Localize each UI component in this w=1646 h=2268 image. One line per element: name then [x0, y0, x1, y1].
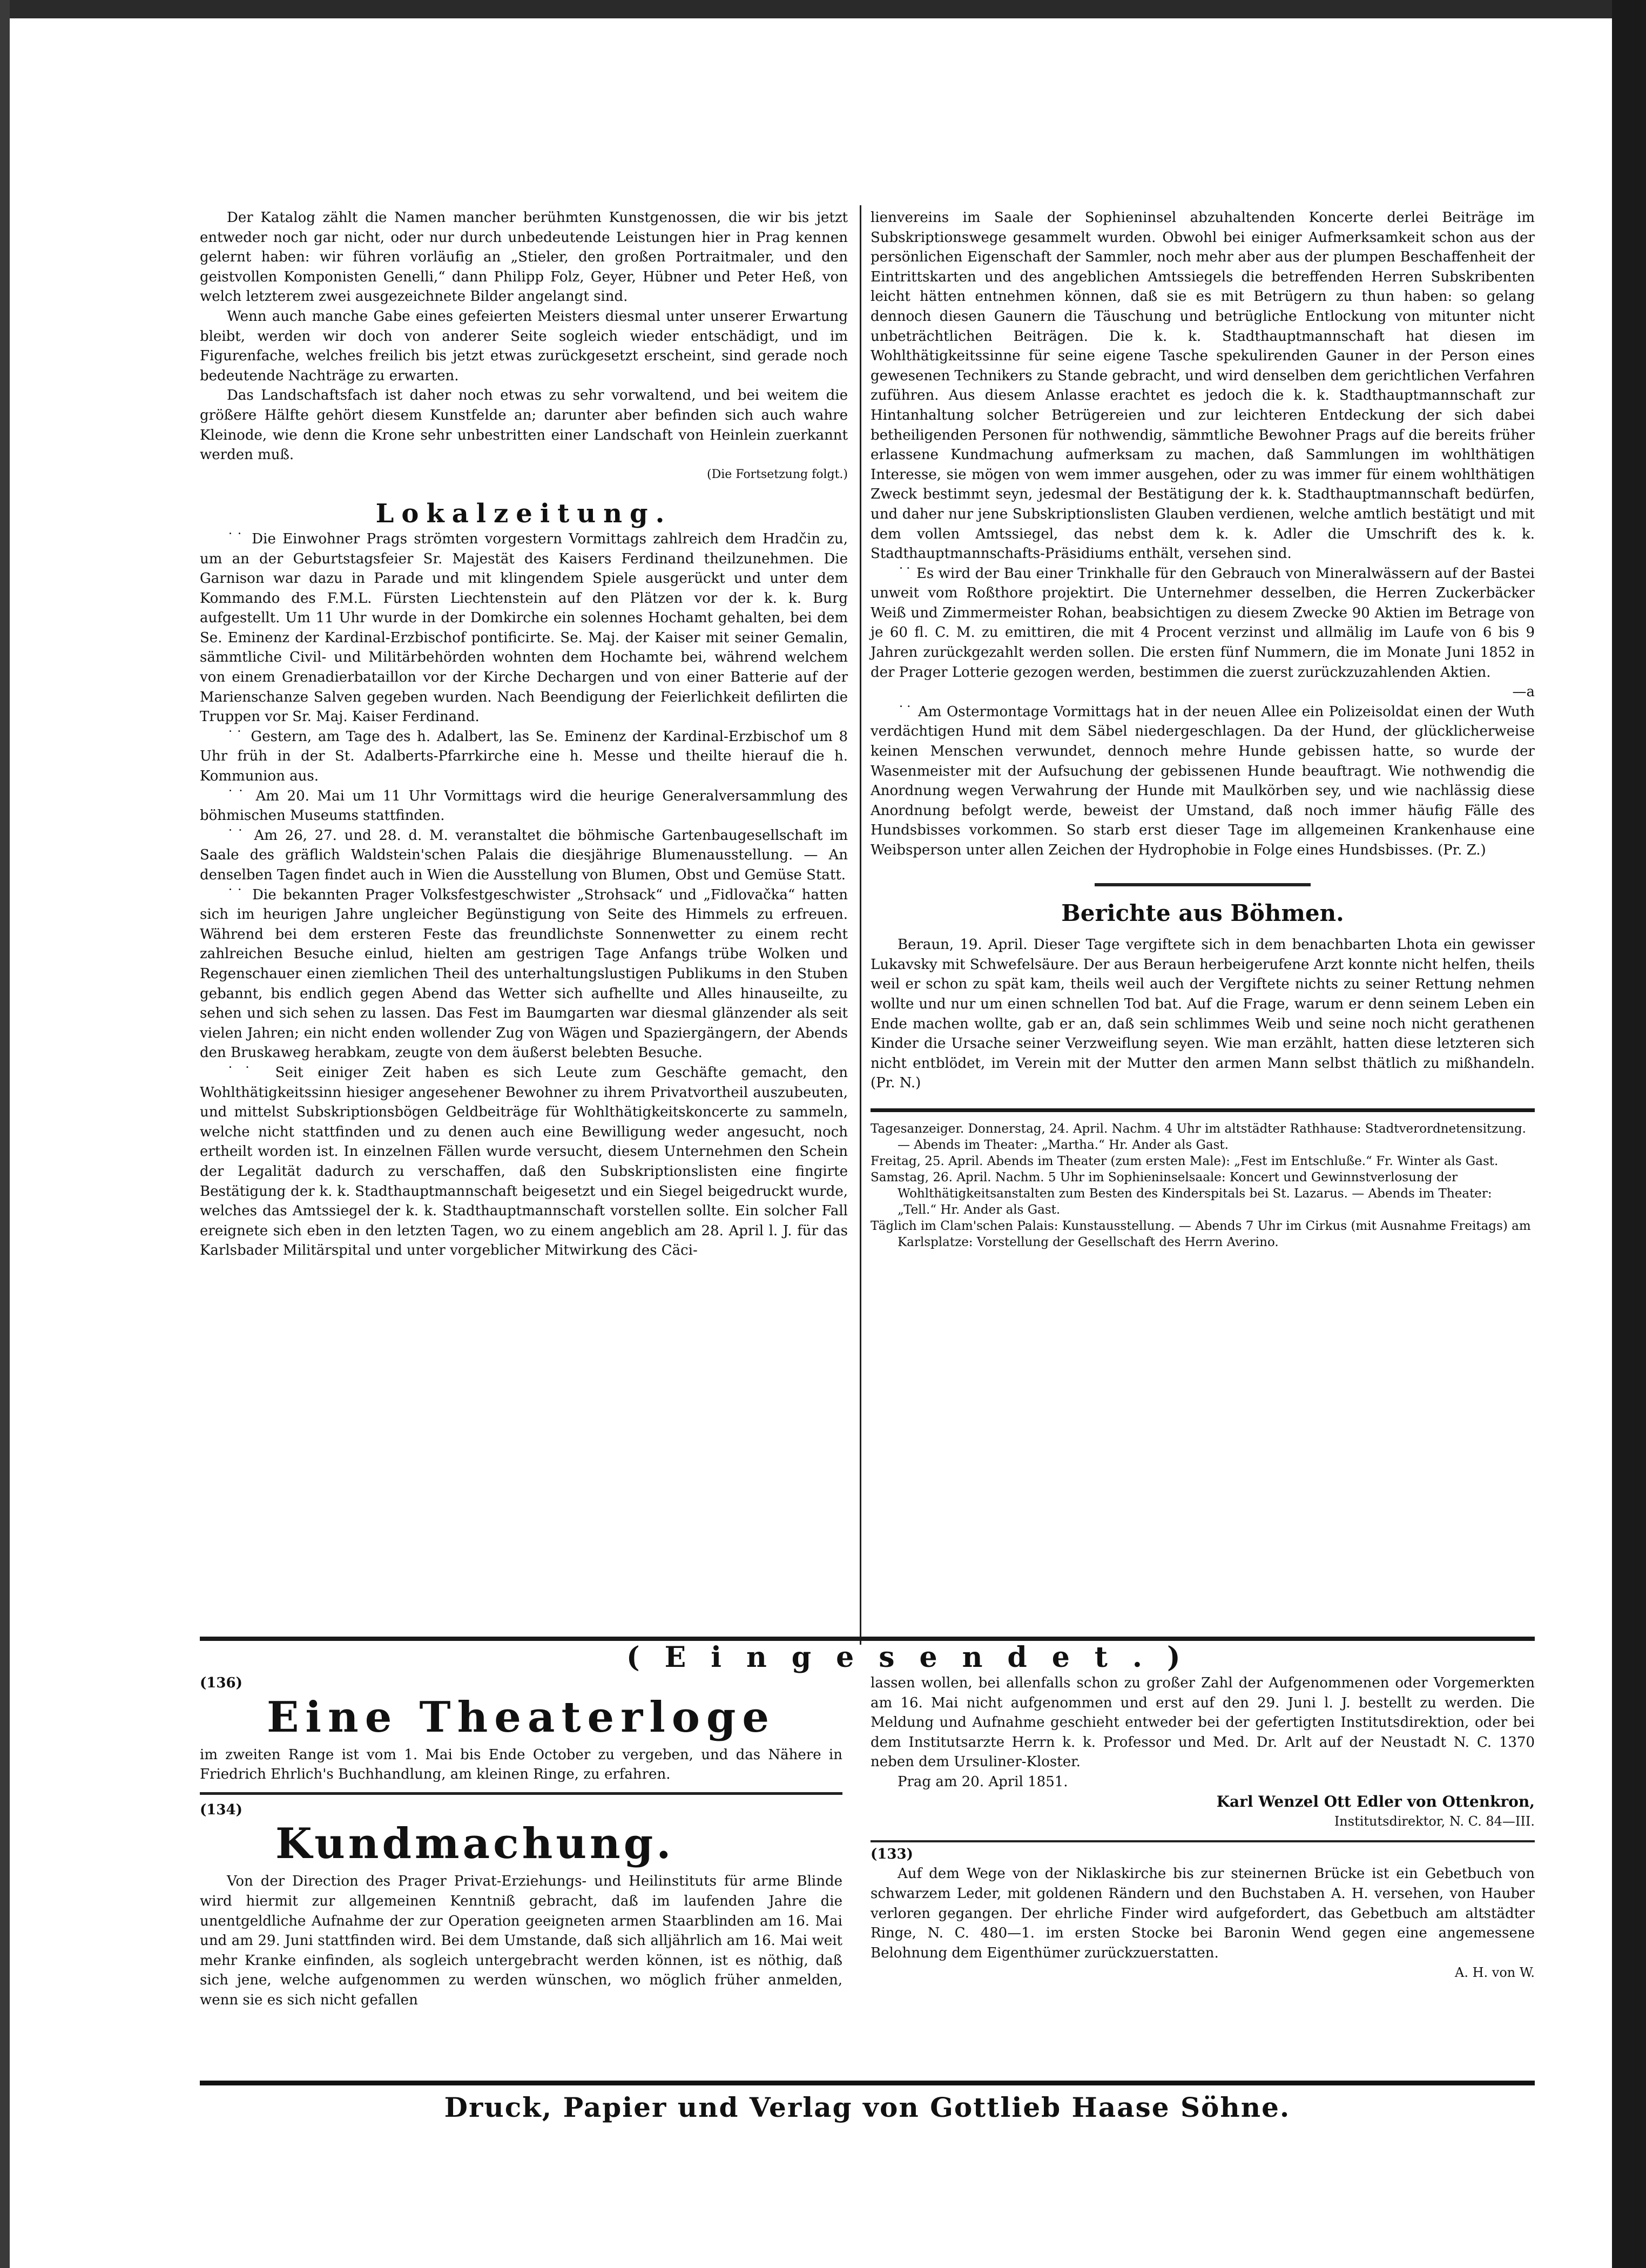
scan-border-right: [1612, 0, 1646, 2268]
right-column: [871, 208, 1535, 1250]
tagesanzeiger-entry: Samstag, 26. April. Nachm. 5 Uhr im Sophieninselsaale: Koncert und Gewinnstverlosung der Wohlthätigkeitsanstalten zum Besten des Kinderspitals bei St. Lazarus. — Abends im Theater: „Tell.“ Hr. Ander als Gast.: [871, 1170, 1492, 1217]
ad-136: [200, 1673, 842, 1785]
continuation-note: (Die Fortsetzung folgt.): [706, 467, 848, 481]
ad-text: Auf dem Wege von der Niklaskirche bis zur steinernen Brücke ist ein Gebetbuch von schwarzem Leder, mit goldenen Rändern und den Buchstaben A. H. versehen, von Hauber verloren gegangen. Der ehrliche Finder wird aufgefordert, das Gebetbuch am altstädter Ringe, N. C. 480—1. im ersten Stocke bei Baronin Wend gegen eine angemessene Belohnung dem Eigenthümer zurückzuerstatten.: [871, 1866, 1535, 1961]
imprint: Druck, Papier und Verlag von Gottlieb Haase Söhne.: [444, 2091, 1291, 2123]
ad-signature: A. H. von W.: [1455, 1965, 1535, 1981]
column-divider: [860, 205, 861, 1645]
ad-place-date: Prag am 20. April 1851.: [898, 1773, 1068, 1790]
continued-paragraph: lienvereins im Saale der Sophieninsel abzuhaltenden Koncerte derlei Beiträge im Subskriptionswege gesammelt wurden. Obwohl bei einiger Aufmerksamkeit schon aus der persönlichen Eigenschaft der Sammler, noch mehr aber aus der plumpen Beschaffenheit der Eintrittskarten und des angeblichen Amtssiegels die betreffenden Herren Subskribenten leicht hätten entnehmen können, daß sie es mit Betrügern zu thun haben: so gelang dennoch diesen Gaunern die Täuschung und betrügliche Entlockung von mitunter nicht unbeträchtlichen Beiträgen. Die k. k. Stadthauptmannschaft hat diesen im Wohlthätigkeitssinne für seine eigene Tasche spekulirenden Gauner in der Person eines gewesenen Technikers zu Stande gebracht, und wird denselben dem gerichtlichen Verfahren zuführen. Aus diesem Anlasse erachtet es jedoch die k. k. Stadthauptmannschaft zur Hintanhaltung solcher Betrügereien und zur leichteren Entdeckung der sich dabei betheiligenden Personen für nothwendig, sämmtliche Bewohner Prags auf die bereits früher erlassene Kundmachung aufmerksam zu machen, daß Sammlungen im wohlthätigen Interesse, sie mögen von wem immer ausgehen, oder zu was immer für einem wohlthätigen Zweck bestimmt seyn, jedesmal der Bestätigung der k. k. Stadthauptmannschaft bedürfen, und daher nur jene Subskriptionslisten Glauben verdienen, welche amtlich bestätigt und mit dem vollen Amtssiegel, das nebst dem k. k. Adler die Umschrift des k. k. Stadthauptmannschafts-Präsidiums enthält, versehen sind.: [871, 210, 1535, 562]
eingesendet-rule: [200, 1637, 1535, 1641]
tagesanzeiger-entry: Tagesanzeiger. Donnerstag, 24. April. Nachm. 4 Uhr im altstädter Rathhause: Stadtverordnetensitzung. — Abends im Theater: „Martha.“ Hr. Ander als Gast.: [871, 1121, 1526, 1152]
ad-text: Von der Direction des Prager Privat-Erziehungs- und Heilinstituts für arme Blinde wird hiermit zur allgemeinen Kenntniß gebracht, daß im laufenden Jahre die unentgeldliche Aufnahme der zur Operation geeigneten armen Staarblinden am 16. Mai und am 29. Juni stattfinden wird. Bei dem Umstande, daß sich alljährlich am 16. Mai weit mehr Kranke einfinden, als sogleich untergebracht werden können, ist es nöthig, daß sich jene, welche aufgenommen zu werden wünschen, wo möglich früher anmelden, wenn sie es sich nicht gefallen: [200, 1873, 842, 2008]
ad-signature: Karl Wenzel Ott Edler von Ottenkron,: [1216, 1792, 1535, 1811]
ad-separator: [200, 1792, 842, 1795]
local-news-item: ˙˙ Die Einwohner Prags strömten vorgestern Vormittags zahlreich dem Hradčin zu, um an der Geburtstagsfeier Sr. Majestät des Kaisers Ferdinand theilzunehmen. Die Garnison war dazu in Parade und mit klingendem Spiele ausgerückt und unter dem Kommando des F.M.L. Fürsten Liechtenstein auf den Plätzen vor der k. k. Burg aufgestellt. Um 11 Uhr wurde in der Domkirche ein solennes Hochamt gehalten, bei dem Se. Eminenz der Kardinal-Erzbischof pontificirte. Se. Maj. der Kaiser mit seiner Gemalin, sämmtliche Civil- und Militärbehörden wohnten dem Hochamte bei, während welchem von einem Grenadierbataillon vor der Kirche Dechargen und von einer Batterie auf der Marienschanze Salven gegeben wurden. Nach Beendigung der Feierlichkeit defilirten die Truppen vor Sr. Maj. Kaiser Ferdinand.: [200, 530, 848, 725]
beraun-report: Beraun, 19. April. Dieser Tage vergiftete sich in dem benachbarten Lhota ein gewisser Lukavsky mit Schwefelsäure. Der aus Beraun herbeigerufene Arzt konnte nicht helfen, theils weil er schon zu spät kam, theils weil auch der Vergiftete nichts zu seiner Rettung nehmen wollte und nur um einen schnellen Tod bat. Auf die Frage, warum er denn seinem Leben ein Ende machen wollte, gab er an, daß sein schlimmes Weib und seine noch nicht gerathenen Kinder die Ursache seiner Verzweiflung seyen. Wie man erzählt, hatten diese letzteren sich nicht entblödet, im Verein mit der Mutter den armen Mann selbst thätlich zu mißhandeln. (Pr. N.): [871, 937, 1535, 1092]
catalog-paragraph: Wenn auch manche Gabe eines gefeierten Meisters diesmal unter unserer Erwartung bleibt, werden wir doch von anderer Seite sogleich wieder entschädigt, und im Figurenfache, welches freilich bis jetzt etwas zurückgesetzt erscheint, sind gerade noch bedeutende Nachträge zu erwarten.: [200, 308, 848, 384]
tagesanzeiger-entry: Freitag, 25. April. Abends im Theater (zum ersten Male): „Fest im Entschluße.“ Fr. Winter als Gast.: [871, 1154, 1499, 1168]
ads-right-column: [871, 1673, 1535, 1983]
tagesanzeiger-entry: Täglich im Clam'schen Palais: Kunstausstellung. — Abends 7 Uhr im Cirkus (mit Ausnahme Freitags) am Karlsplatze: Vorstellung der Gesellschaft des Herrn Averino.: [871, 1219, 1531, 1249]
imprint-rule: [200, 2081, 1535, 2085]
ad-133: [871, 1840, 1535, 1983]
lokalzeitung-title: Lokalzeitung.: [375, 499, 672, 529]
berichte-title: Berichte aus Böhmen.: [1061, 899, 1344, 926]
local-news-item: ˙˙ Es wird der Bau einer Trinkhalle für den Gebrauch von Mineralwässern auf der Bastei unweit vom Roßthore projektirt. Die Unternehmer desselben, die Herren Zuckerbäcker Weiß und Zimmermeister Rohan, beabsichtigen zu diesem Zwecke 90 Aktien im Betrage von je 60 fl. C. M. zu emittiren, die mit 4 Procent verzinst und allmälig im Laufe von 6 bis 9 Jahren zurückgezahlt werden sollen. Die ersten fünf Nummern, die im Monate Juni 1852 in der Prager Lotterie gezogen werden, bestimmen die zuerst zurückzuzahlenden Aktien.: [871, 565, 1535, 681]
local-news-item: ˙˙ Am Ostermontage Vormittags hat in der neuen Allee ein Polizeisoldat einen der Wuth verdächtigen Hund mit dem Säbel niedergeschlagen. Da der Hund, der glücklicherweise keinen Menschen verwundet, dennoch mehre Hunde gebissen hatte, so wurde der Wasenmeister mit der Aufsuchung der gebissenen Hunde beauftragt. Wie nothwendig die Anordnung wegen Verwahrung der Hunde mit Maulkörben sey, und wie nachlässig diese Anordnung befolgt werde, beweist der Umstand, daß noch immer häufig Fälle des Hundsbisses vorkommen. So starb erst dieser Tage im allgemeinen Krankenhause eine Weibsperson unter allen Zeichen der Hydrophobie in Folge eines Hundsbisses. (Pr. Z.): [871, 703, 1535, 858]
ad-headline: Eine Theaterloge: [266, 1692, 776, 1742]
catalog-paragraph: Der Katalog zählt die Namen mancher berühmten Kunstgenossen, die wir bis jetzt entweder noch gar nicht, oder nur durch unbedeutende Leistungen hier in Prag kennen gelernt haben: wir führen vorläufig an „Stieler, den großen Portraitmaler, und den geistvollen Komponisten Genelli,“ dann Philipp Folz, Geyer, Hübner und Peter Heß, von welch letzterem zwei ausgezeichnete Bilder angelangt sind.: [200, 210, 848, 305]
section-rule: [1095, 883, 1311, 886]
eingesendet-title: (Eingesendet.): [626, 1641, 1205, 1674]
ad-number: (134): [200, 1801, 242, 1818]
ad-number: (133): [871, 1846, 913, 1862]
ad-number: (136): [200, 1675, 242, 1691]
signoff: —a: [1512, 684, 1535, 701]
catalog-paragraph: Das Landschaftsfach ist daher noch etwas zu sehr vorwaltend, und bei weitem die größere Hälfte gehört diesem Kunstfelde an; darunter aber befinden sich auch wahre Kleinode, wie denn die Krone sehr unbestritten einer Landschaft von Heinlein zuerkannt werden muß.: [200, 387, 848, 463]
local-news-item: ˙˙ Am 20. Mai um 11 Uhr Vormittags wird die heurige Generalversammlung des böhmischen Museums stattfinden.: [200, 788, 848, 824]
local-news-item: ˙˙ Am 26, 27. und 28. d. M. veranstaltet die böhmische Gartenbaugesellschaft im Saale des gräflich Waldstein'schen Palais die diesjährige Blumenausstellung. — An denselben Tagen findet auch in Wien die Ausstellung von Blumen, Obst und Gemüse Statt.: [200, 827, 848, 883]
ads-left-column: [200, 1673, 842, 2010]
ad-headline: Kundmachung.: [275, 1819, 674, 1869]
tagesanzeiger-block: [871, 1108, 1535, 1250]
left-column: [200, 208, 848, 1261]
local-news-item: ˙˙ Gestern, am Tage des h. Adalbert, las Se. Eminenz der Kardinal-Erzbischof um 8 Uhr früh in der St. Adalberts-Pfarrkirche eine h. Messe und theilte hierauf die h. Kommunion aus.: [200, 728, 848, 785]
ad-signature-title: Institutsdirektor, N. C. 84—III.: [1334, 1814, 1535, 1829]
ad-text-continuation: lassen wollen, bei allenfalls schon zu großer Zahl der Aufgenommenen oder Vorgemerkten am 16. Mai nicht aufgenommen und erst auf den 29. Juni l. J. bestellt zu werden. Die Meldung und Aufnahme geschieht entweder bei der gefertigten Institutsdirektion, oder bei dem Institutsarzte Herrn k. k. Professor und Med. Dr. Arlt auf der Neustadt N. C. 1370 neben dem Ursuliner-Kloster.: [871, 1675, 1535, 1771]
local-news-item: ˙˙ Die bekannten Prager Volksfestgeschwister „Strohsack“ und „Fidlovačka“ hatten sich im heurigen Jahre ungleicher Begünstigung von Seite des Himmels zu erfreuen. Während bei dem ersteren Feste das freundlichste Sonnenwetter zu einem recht zahlreichen Besuche einlud, hielten am gestrigen Tage Anfangs trübe Wolken und Regenschauer einen ziemlichen Theil des unterhaltungslustigen Publikums in den Stuben gebannt, bis endlich gegen Abend das Wetter sich aufhellte und Alles hinauseilte, zu sehen und sich sehen zu lassen. Das Fest im Baumgarten war diesmal glänzender als seit vielen Jahren; ein nicht enden wollender Zug von Wägen und Spaziergängern, der Abends den Bruskaweg herabkam, zeugte von dem äußerst belebten Besuche.: [200, 886, 848, 1061]
ad-text: im zweiten Range ist vom 1. Mai bis Ende October zu vergeben, und das Nähere in Friedrich Ehrlich's Buchhandlung, am kleinen Ringe, zu erfahren.: [200, 1746, 842, 1783]
ad-134: [200, 1800, 842, 2010]
scan-border-top: [0, 0, 1646, 18]
scan-border-left: [0, 0, 10, 2268]
local-news-item: ˙˙ Seit einiger Zeit haben es sich Leute zum Geschäfte gemacht, den Wohlthätigkeitssinn hiesiger angesehener Bewohner zu ihrem Privatvortheil auszubeuten, und mittelst Subskriptionsbögen Geldbeiträge für Wohlthätigkeitskoncerte zu sammeln, welche nicht stattfinden und zu denen auch eine Bewilligung weder angesucht, noch ertheilt worden ist. In einzelnen Fällen wurde versucht, diesem Unternehmen den Schein der Legalität dadurch zu verschaffen, daß den Subskriptionslisten eine fingirte Bestätigung der k. k. Stadthauptmannschaft beigesetzt und ein Siegel beigedruckt wurde, welches das Amtssiegel der k. k. Stadthauptmannschaft vorstellen sollte. Ein solcher Fall ereignete sich eben in den letzten Tagen, wo zu einem angeblich am 28. April l. J. für das Karlsbader Militärspital und unter vorgeblicher Mitwirkung des Cäci-: [200, 1064, 848, 1259]
